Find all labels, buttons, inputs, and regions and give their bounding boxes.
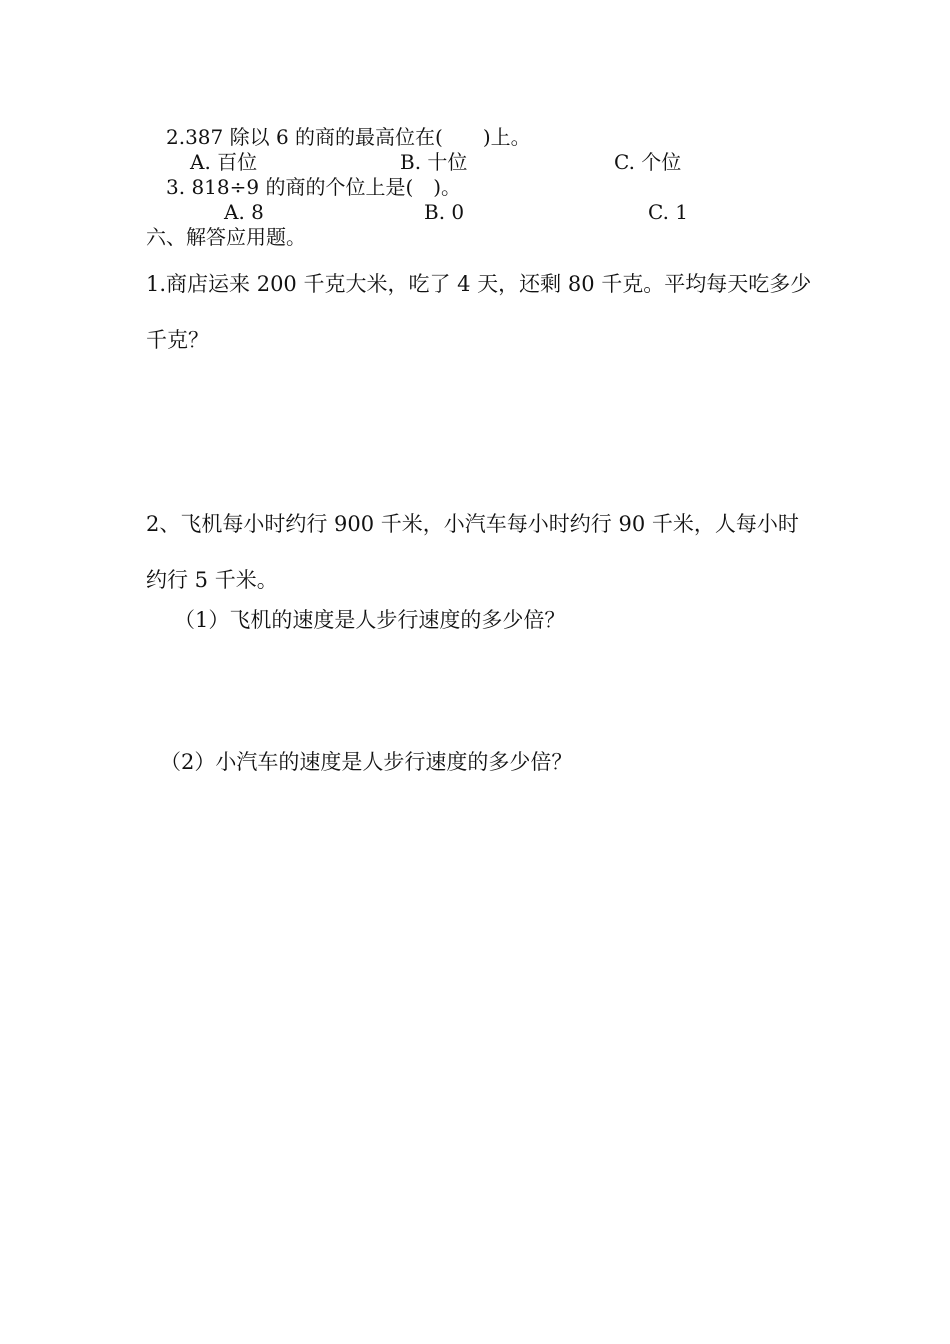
word-problem-2-sub-1: （1）飞机的速度是人步行速度的多少倍？ (174, 608, 566, 632)
question-3-option-b: B. 0 (424, 200, 465, 224)
question-2-stem: 2.387 除以 6 的商的最高位在( )上。 (166, 125, 531, 149)
word-problem-2-sub-2: （2）小汽车的速度是人步行速度的多少倍？ (160, 750, 573, 774)
question-2-option-b: B. 十位 (400, 150, 468, 174)
question-2-option-a: A. 百位 (190, 150, 258, 174)
question-3-stem: 3. 818÷9 的商的个位上是( )。 (166, 175, 462, 199)
section-title: 六、解答应用题。 (146, 225, 306, 249)
word-problem-1: 1.商店运来 200 千克大米，吃了 4 天，还剩 80 千克。平均每天吃多少千克？ (146, 272, 812, 352)
question-3-option-c: C. 1 (648, 200, 689, 224)
word-problem-2: 2、飞机每小时约行 900 千米，小汽车每小时约行 90 千米，人每小时约行 5 千米。 (146, 512, 799, 592)
question-3-option-a: A. 8 (224, 200, 264, 224)
question-2-option-c: C. 个位 (614, 150, 682, 174)
